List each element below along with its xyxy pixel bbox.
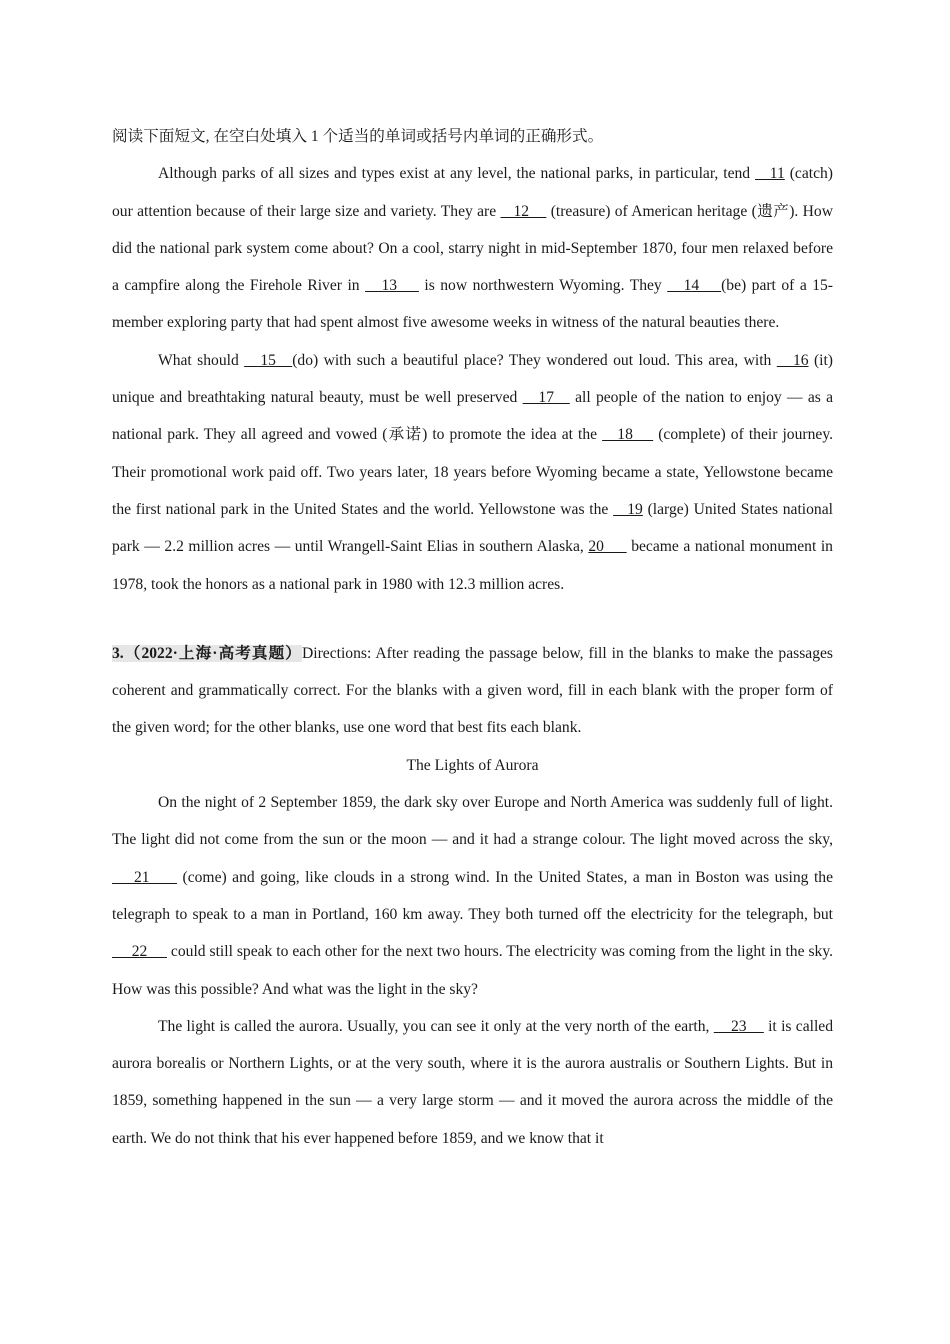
- text-segment: could still speak to each other for the next two hours. The electricity was coming from the light in the sky. How was this possible? And what was the light in the sky?: [112, 943, 834, 998]
- blank-12[interactable]: 12: [500, 202, 547, 220]
- blank-13[interactable]: 13: [365, 277, 419, 295]
- text-segment: Although parks of all sizes and types exist at any level, the national parks, in particular, tend: [158, 165, 756, 183]
- question-number-label: 3.（2022·上海·高考真题）: [112, 644, 302, 662]
- text-segment: (catch) our attention because of their large size and variety. They are: [112, 165, 833, 220]
- passage1-paragraph1: [112, 155, 833, 341]
- text-segment: (it) unique and breathtaking natural beauty, must be well preserved: [112, 351, 834, 407]
- blank-18[interactable]: 18: [602, 426, 654, 444]
- text-segment: became a national monument in 1978, took the honors as a national park in 1980 with 12.3 million acres.: [112, 538, 833, 593]
- directions-text: Directions: After reading the passage below, fill in the blanks to make the passages coherent and grammatically correct. For the blanks with a given word, fill in each blank with the proper form of the given word; for the other blanks, use one word that best fits each blank.: [112, 644, 833, 737]
- text-segment: (complete) of their journey. Their promotional work paid off. Two years later, 18 years before Wyoming became a state, Yellowstone became the first national park in the United States and the world. Yellowstone was the: [112, 426, 833, 518]
- text-segment: (do) with such a beautiful place? They wondered out loud. This area, with: [292, 351, 777, 369]
- instruction-text: 阅读下面短文, 在空白处填入 1 个适当的单词或括号内单词的正确形式。: [112, 128, 604, 145]
- passage-title: The Lights of Aurora: [406, 756, 539, 774]
- blank-14[interactable]: 14: [667, 277, 722, 295]
- text-segment: (come) and going, like clouds in a strong wind. In the United States, a man in Boston was using the telegraph to speak to a man in Portland, 160 km away. They both turned off the electricity for the telegraph, but: [112, 868, 833, 923]
- blank-11[interactable]: 11: [755, 165, 785, 183]
- blank-16[interactable]: 16: [776, 351, 809, 369]
- text-segment: all people of the nation to enjoy — as a national park. They all agreed and vowed (承诺) to promote the idea at the: [112, 389, 833, 444]
- blank-17[interactable]: 17: [522, 389, 570, 407]
- text-segment: (treasure) of American heritage (遗产). How did the national park system come about? On a cool, starry night in mid-September 1870, four men relaxed before a campfire along the Firehole River in: [112, 202, 833, 295]
- section-spacer: [112, 603, 833, 635]
- passage3-paragraph2: [112, 1008, 833, 1157]
- passage3-paragraph1: [112, 784, 833, 1008]
- text-segment: (be) part of a 15-member exploring party that had spent almost five awesome weeks in witness of the natural beauties there.: [112, 277, 833, 332]
- blank-20[interactable]: 20: [588, 538, 627, 556]
- blank-19[interactable]: 19: [613, 500, 643, 518]
- text-segment: is now northwestern Wyoming. They: [418, 277, 668, 295]
- text-segment: it is called aurora borealis or Northern Lights, or at the very south, where it is the aurora australis or Southern Lights. But in 1859, something happened in the sun — a very large storm — and it moved the aurora across the middle of the earth. We do not think that his ever happened before 1859, and we know that it: [112, 1017, 833, 1147]
- blank-22[interactable]: 22: [112, 943, 167, 961]
- text-segment: The light is called the aurora. Usually, you can see it only at the very north of the earth,: [158, 1017, 714, 1035]
- text-segment: On the night of 2 September 1859, the dark sky over Europe and North America was suddenly full of light. The light did not come from the sun or the moon — and it had a strange colour. The light moved across the sky,: [112, 794, 833, 849]
- blank-15[interactable]: 15: [244, 351, 293, 369]
- question3-directions: [112, 635, 833, 747]
- document-page: [112, 118, 833, 1157]
- text-segment: (large) United States national park — 2.2 million acres — until Wrangell-Saint Elias in southern Alaska,: [112, 500, 833, 556]
- blank-23[interactable]: 23: [713, 1017, 764, 1035]
- text-segment: What should: [158, 351, 245, 369]
- passage1-paragraph2: [112, 342, 833, 603]
- blank-21[interactable]: 21: [112, 868, 178, 886]
